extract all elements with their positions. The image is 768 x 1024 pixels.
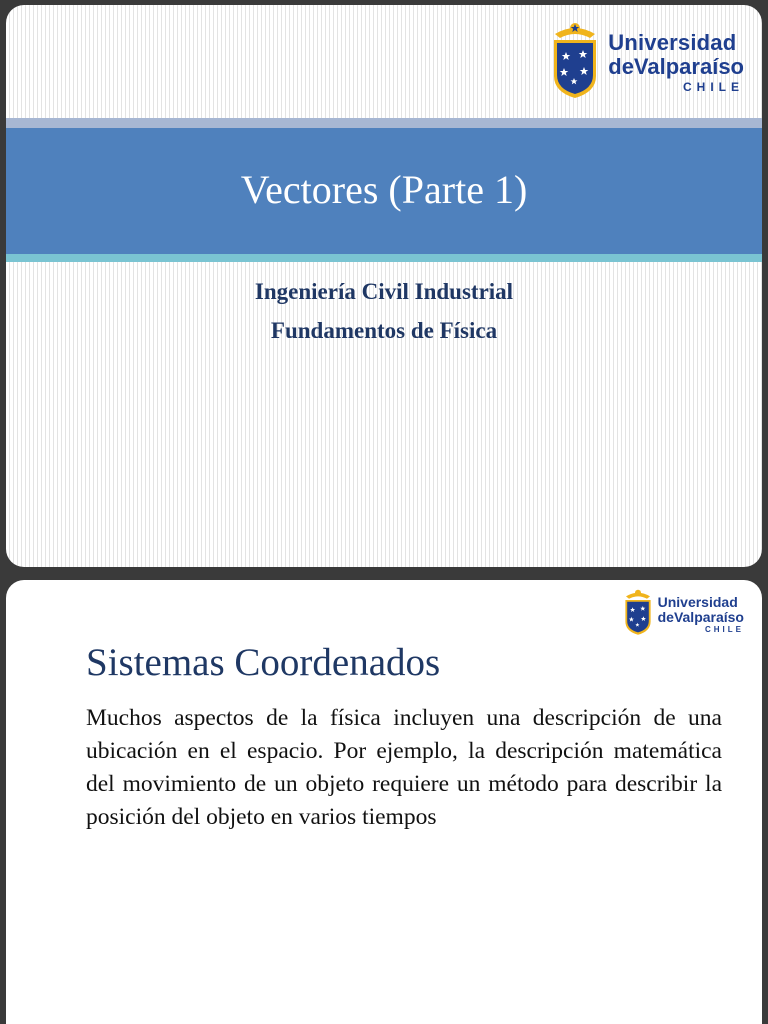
- title-band-bottom-stripe: [6, 254, 762, 262]
- slide-title: Vectores (Parte 1): [240, 166, 528, 212]
- university-logo-small: [623, 588, 744, 641]
- subtitle-course: Fundamentos de Física: [270, 318, 498, 343]
- slide-title: Sistemas Coordenados: [86, 641, 441, 684]
- logo-line-chile: CHILE: [705, 625, 744, 634]
- logo-line-universidad: Universidad: [657, 594, 738, 610]
- content-slide: [6, 580, 762, 1024]
- title-band: [6, 128, 762, 254]
- subtitle-program: Ingeniería Civil Industrial: [254, 279, 514, 304]
- slide-body-text: Muchos aspectos de la física incluyen una descripción de una ubicación en el espacio. Por ejemplo, la descripción matemática del movimiento de un objeto requiere un método para describir la posición del objeto en varios tiempos: [86, 705, 722, 830]
- logo-line-universidad: Universidad: [608, 30, 737, 55]
- title-band-top-stripe: [6, 118, 762, 128]
- logo-line-chile: CHILE: [683, 80, 744, 94]
- title-slide: [6, 5, 762, 567]
- university-shield-icon: [623, 588, 653, 641]
- logo-line-valparaiso: deValparaíso: [657, 609, 744, 625]
- university-logo: [550, 20, 744, 105]
- university-shield-icon: [550, 20, 600, 105]
- logo-line-valparaiso: deValparaíso: [608, 54, 744, 79]
